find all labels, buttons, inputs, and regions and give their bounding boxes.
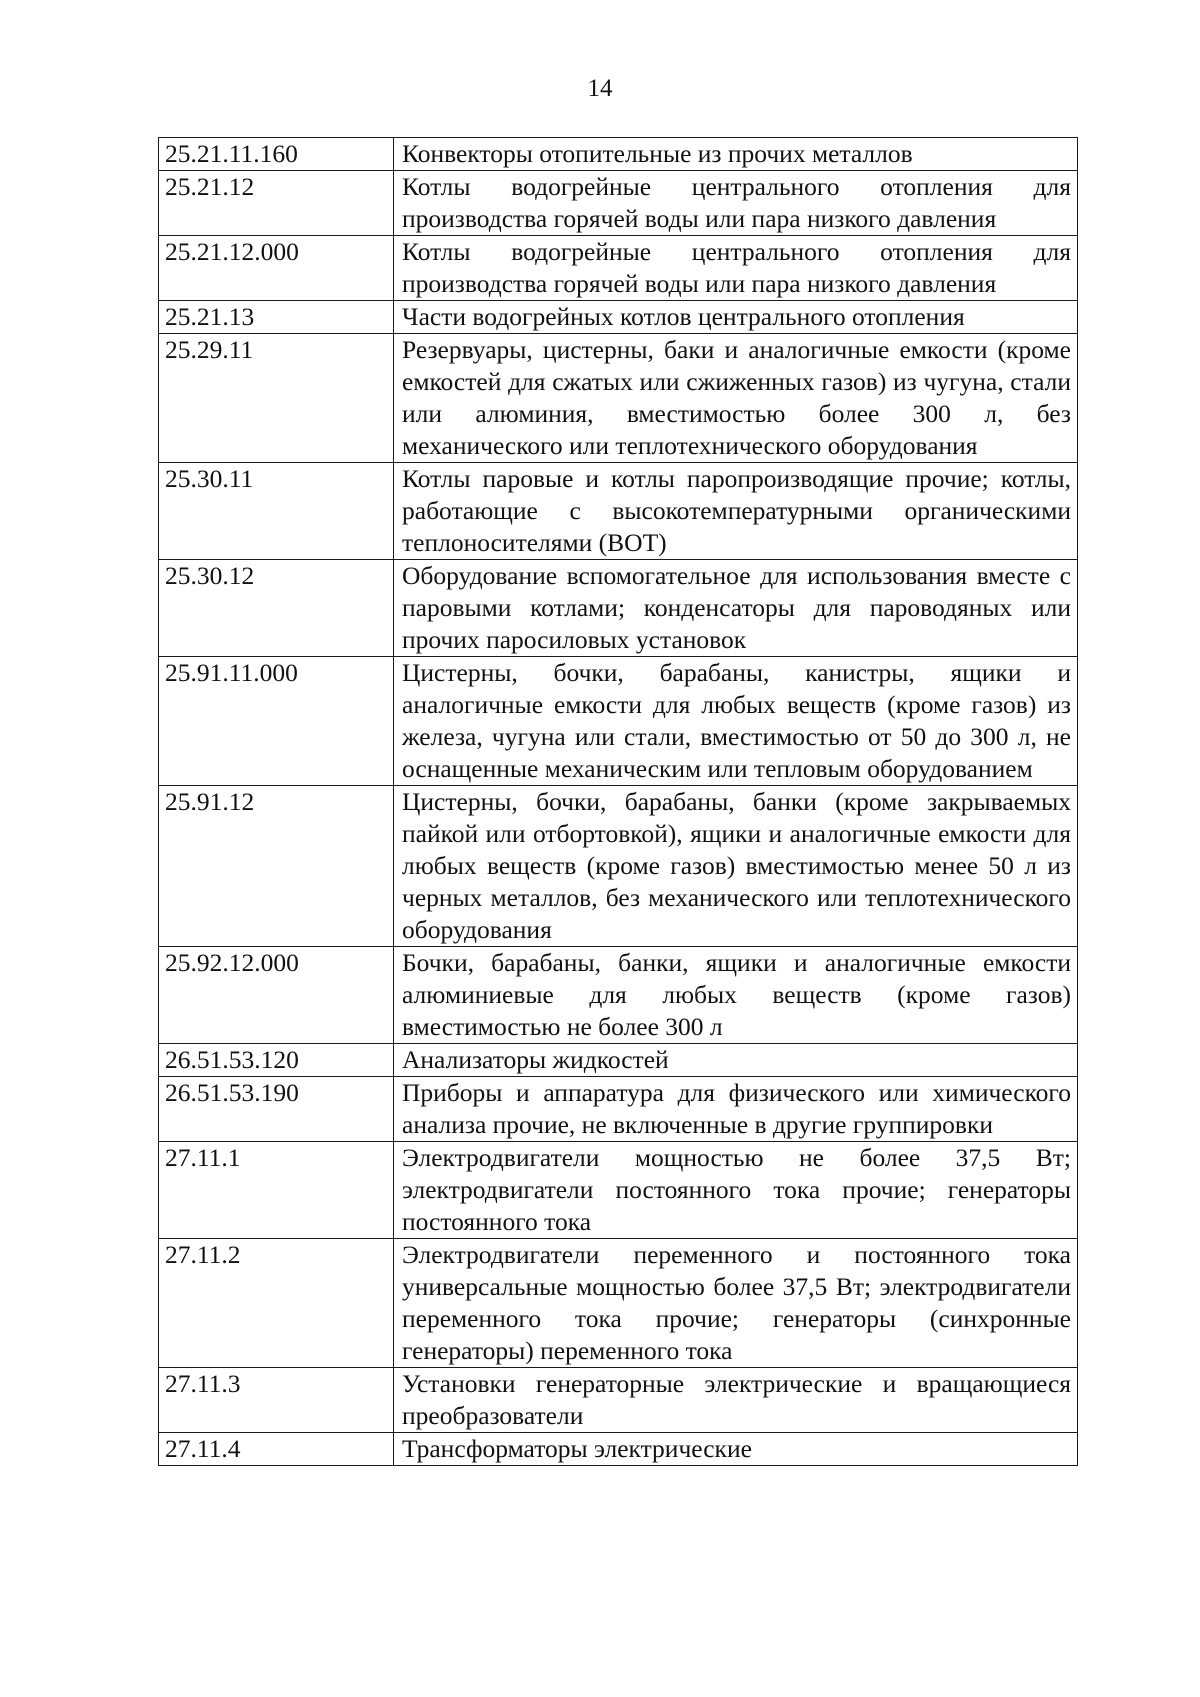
- table-row: [159, 236, 1078, 301]
- code-cell: 25.30.12: [159, 560, 394, 657]
- code-cell: 27.11.1: [159, 1142, 394, 1239]
- table-row: [159, 786, 1078, 947]
- table-row: [159, 138, 1078, 171]
- code-cell: 27.11.4: [159, 1433, 394, 1466]
- code-cell: 27.11.2: [159, 1239, 394, 1368]
- code-cell: 26.51.53.190: [159, 1077, 394, 1142]
- code-cell: 25.21.13: [159, 301, 394, 334]
- classification-table: [158, 137, 1078, 1466]
- code-cell: 27.11.3: [159, 1368, 394, 1433]
- description-cell: Бочки, барабаны, банки, ящики и аналогичные емкости алюминиевые для любых веществ (кроме газов) вместимостью не более 300 л: [394, 947, 1078, 1044]
- description-cell: Цистерны, бочки, барабаны, канистры, ящики и аналогичные емкости для любых веществ (кроме газов) из железа, чугуна или стали, вместимостью от 50 до 300 л, не оснащенные механическим или тепловым оборудованием: [394, 657, 1078, 786]
- table-row: [159, 463, 1078, 560]
- table-row: [159, 1433, 1078, 1466]
- description-cell: Электродвигатели переменного и постоянного тока универсальные мощностью более 37,5 Вт; электродвигатели переменного тока прочие; генераторы (синхронные генераторы) переменного тока: [394, 1239, 1078, 1368]
- table-row: [159, 657, 1078, 786]
- description-cell: Анализаторы жидкостей: [394, 1044, 1078, 1077]
- code-cell: 25.91.12: [159, 786, 394, 947]
- description-cell: Конвекторы отопительные из прочих металлов: [394, 138, 1078, 171]
- code-cell: 25.30.11: [159, 463, 394, 560]
- description-cell: Приборы и аппаратура для физического или химического анализа прочие, не включенные в другие группировки: [394, 1077, 1078, 1142]
- code-cell: 25.91.11.000: [159, 657, 394, 786]
- table-row: [159, 1142, 1078, 1239]
- table-row: [159, 1368, 1078, 1433]
- table-row: [159, 171, 1078, 236]
- table-row: [159, 301, 1078, 334]
- description-cell: Котлы паровые и котлы паропроизводящие прочие; котлы, работающие с высокотемпературными органическими теплоносителями (ВОТ): [394, 463, 1078, 560]
- description-cell: Резервуары, цистерны, баки и аналогичные емкости (кроме емкостей для сжатых или сжиженных газов) из чугуна, стали или алюминия, вместимостью более 300 л, без механического или теплотехнического оборудования: [394, 334, 1078, 463]
- description-cell: Цистерны, бочки, барабаны, банки (кроме закрываемых пайкой или отбортовкой), ящики и аналогичные емкости для любых веществ (кроме газов) вместимостью менее 50 л из черных металлов, без механического или теплотехнического оборудования: [394, 786, 1078, 947]
- code-cell: 25.29.11: [159, 334, 394, 463]
- code-cell: 26.51.53.120: [159, 1044, 394, 1077]
- code-cell: 25.21.12: [159, 171, 394, 236]
- description-cell: Оборудование вспомогательное для использования вместе с паровыми котлами; конденсаторы для пароводяных или прочих паросиловых установок: [394, 560, 1078, 657]
- table-row: [159, 1239, 1078, 1368]
- table-row: [159, 947, 1078, 1044]
- description-cell: Установки генераторные электрические и вращающиеся преобразователи: [394, 1368, 1078, 1433]
- table-row: [159, 1044, 1078, 1077]
- description-cell: Трансформаторы электрические: [394, 1433, 1078, 1466]
- code-cell: 25.21.12.000: [159, 236, 394, 301]
- description-cell: Электродвигатели мощностью не более 37,5 Вт; электродвигатели постоянного тока прочие; генераторы постоянного тока: [394, 1142, 1078, 1239]
- description-cell: Котлы водогрейные центрального отопления для производства горячей воды или пара низкого давления: [394, 171, 1078, 236]
- description-cell: Части водогрейных котлов центрального отопления: [394, 301, 1078, 334]
- table-row: [159, 334, 1078, 463]
- table-row: [159, 1077, 1078, 1142]
- table-row: [159, 560, 1078, 657]
- code-cell: 25.21.11.160: [159, 138, 394, 171]
- code-cell: 25.92.12.000: [159, 947, 394, 1044]
- page-number: 14: [587, 75, 613, 102]
- description-cell: Котлы водогрейные центрального отопления для производства горячей воды или пара низкого давления: [394, 236, 1078, 301]
